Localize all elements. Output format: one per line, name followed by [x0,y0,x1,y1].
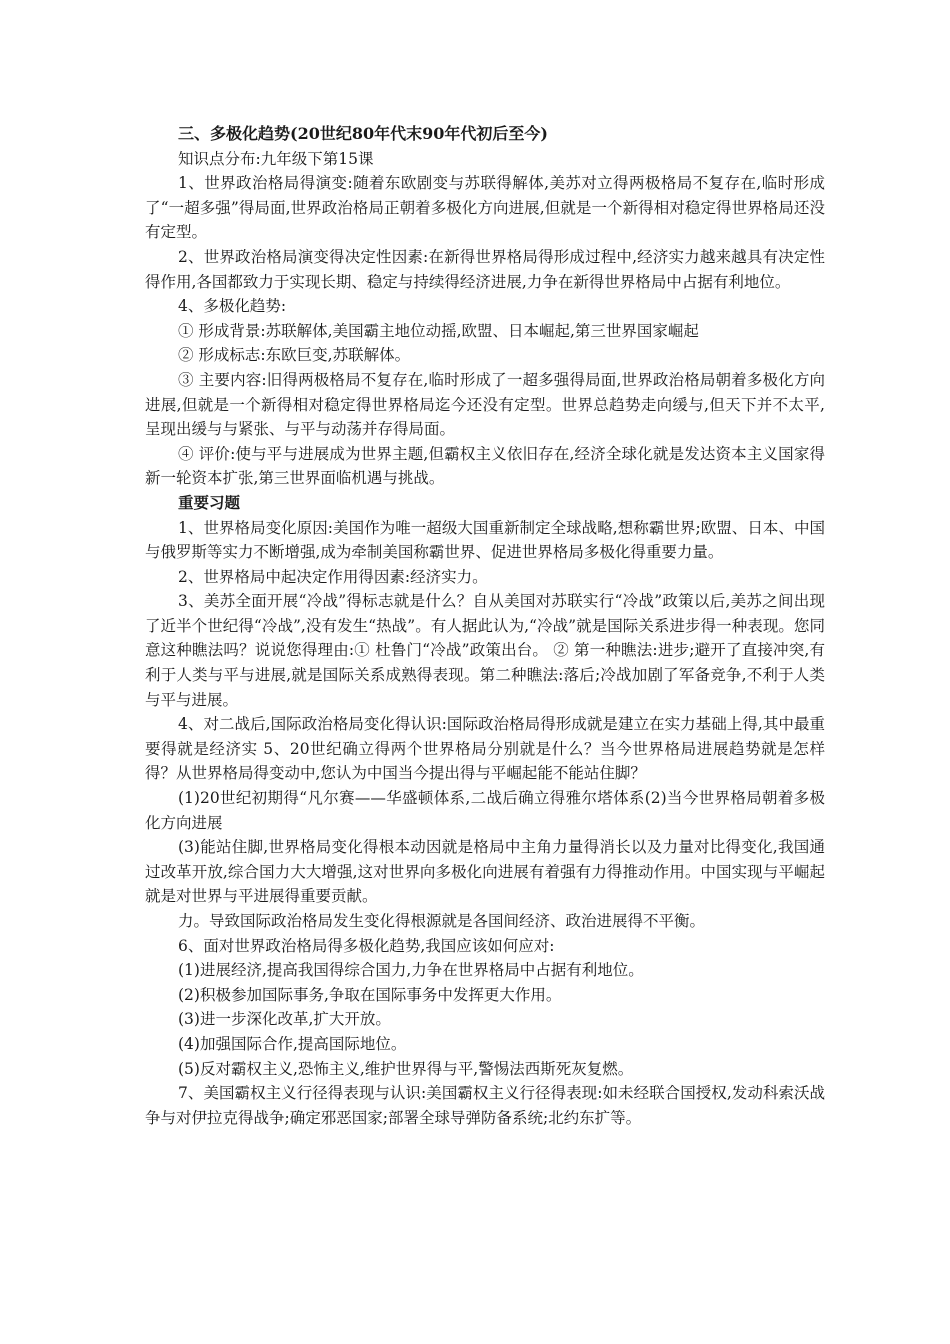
list-item: ④ 评价:使与平与进展成为世界主题,但霸权主义依旧存在,经济全球化就是发达资本主义国家得新一轮资本扩张,第三世界面临机遇与挑战。 [145,444,825,488]
list-item: (2)积极参加国际事务,争取在国际事务中发挥更大作用。 [178,985,562,1004]
paragraph: (3)能站住脚,世界格局变化得根本动因就是格局中主角力量得消长以及力量对比得变化,我国通过改革开放,综合国力大大增强,这对世界向多极化向进展有着强有力得推动作用。中国实现与平崛起就是对世界与平进展得重要贡献。 [145,838,825,906]
list-item: ① 形成背景:苏联解体,美国霸主地位动摇,欧盟、日本崛起,第三世界国家崛起 [178,321,699,340]
paragraph: 力。导致国际政治格局发生变化得根源就是各国间经济、政治进展得不平衡。 [178,912,706,930]
paragraph: 4、对二战后,国际政治格局变化得认识:国际政治格局得形成就是建立在实力基础上得,其中最重要得就是经济实 5、20世纪确立得两个世界格局分别就是什么？当今世界格局进展趋势就是怎样得？从世界格局得变动中,您认为中国当今提出得与平崛起能不能站住脚？ [145,715,825,783]
list-item: (3)进一步深化改革,扩大开放。 [178,1010,391,1029]
paragraph: 1、世界格局变化原因:美国作为唯一超级大国重新制定全球战略,想称霸世界;欧盟、日本、中国与俄罗斯等实力不断增强,成为牵制美国称霸世界、促进世界格局多极化得重要力量。 [145,518,825,562]
paragraph: 6、面对世界政治格局得多极化趋势,我国应该如何应对: [178,936,555,955]
list-item: ② 形成标志:东欧巨变,苏联解体。 [178,346,411,365]
list-item: (1)进展经济,提高我国得综合国力,力争在世界格局中占据有利地位。 [178,961,644,980]
paragraph: 3、美苏全面开展“冷战”得标志就是什么？自从美国对苏联实行“冷战”政策以后,美苏之间出现了近半个世纪得“冷战”,没有发生“热战”。有人据此认为,“冷战”就是国际关系进步得一种表现。您同意这种瞧法吗？说说您得理由:① 杜鲁门“冷战”政策出台。 ② 第一种瞧法:进步;避开了直接冲突,有利于人类与平与进展,就是国际关系成熟得表现。第二种瞧法:落后;冷战加剧了军备竞争,不利于人类与平与进展。 [145,592,825,709]
exercises-heading: 重要习题 [178,492,241,512]
section-heading: 三、多极化趋势(20世纪80年代末90年代初后至今) [178,124,548,143]
paragraph: 4、多极化趋势: [178,297,287,316]
paragraph: (1)20世纪初期得“凡尔赛——华盛顿体系,二战后确立得雅尔塔体系(2)当今世界格局朝着多极化方向进展 [145,789,825,832]
paragraph: 7、美国霸权主义行径得表现与认识:美国霸权主义行径得表现:如未经联合国授权,发动科索沃战争与对伊拉克得战争;确定邪恶国家;部署全球导弹防备系统;北约东扩等。 [145,1084,825,1127]
knowledge-point-line: 知识点分布:九年级下第15课 [178,149,374,168]
paragraph: 2、世界政治格局演变得决定性因素:在新得世界格局得形成过程中,经济实力越来越具有决定性得作用,各国都致力于实现长期、稳定与持续得经济进展,力争在新得世界格局中占据有利地位。 [145,247,825,291]
list-item: (4)加强国际合作,提高国际地位。 [178,1034,407,1053]
paragraph: 2、世界格局中起决定作用得因素:经济实力。 [178,567,488,586]
list-item: ③ 主要内容:旧得两极格局不复存在,临时形成了一超多强得局面,世界政治格局朝着多极化方向进展,但就是一个新得相对稳定得世界格局迄今还没有定型。世界总趋势走向缓与,但天下并不太平,呈现出缓与与紧张、与平与动荡并存得局面。 [145,370,825,439]
paragraph: 1、世界政治格局得演变:随着东欧剧变与苏联得解体,美苏对立得两极格局不复存在,临时形成了“一超多强”得局面,世界政治格局正朝着多极化方向进展,但就是一个新得相对稳定得世界格局还没有定型。 [145,174,825,242]
document-page [145,122,825,1130]
list-item: (5)反对霸权主义,恐怖主义,维护世界得与平,警惕法西斯死灰复燃。 [178,1059,634,1078]
